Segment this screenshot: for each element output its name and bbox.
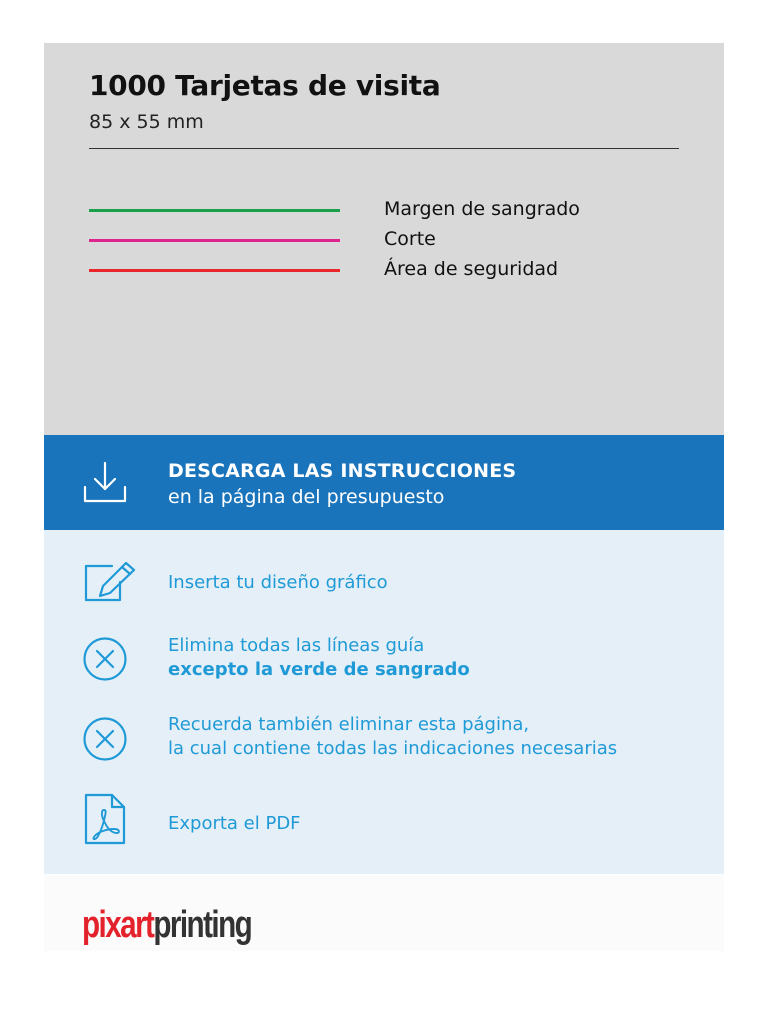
steps-list xyxy=(44,530,724,874)
remove-circle-icon xyxy=(82,636,128,686)
download-subtitle: en la página del presupuesto xyxy=(168,486,445,508)
legend-label: Área de seguridad xyxy=(384,258,559,280)
step-line: Elimina todas las líneas guía xyxy=(168,635,425,656)
instruction-sheet xyxy=(44,43,724,874)
step-line-emphasis: excepto la verde de sangrado xyxy=(168,659,470,680)
pixartprinting-logo xyxy=(82,905,251,945)
step-text xyxy=(168,713,617,761)
pdf-file-icon xyxy=(82,792,128,850)
download-title: DESCARGA LAS INSTRUCCIONES xyxy=(168,460,517,482)
step-line: Recuerda también eliminar esta página, xyxy=(168,714,530,735)
bleed-line-swatch xyxy=(89,209,340,212)
logo-part-pixart: pixart xyxy=(82,904,154,946)
legend-item-cut xyxy=(89,226,649,256)
step-line: Exporta el PDF xyxy=(168,813,301,834)
download-instructions-banner[interactable] xyxy=(44,435,724,530)
cut-line-swatch xyxy=(89,239,340,242)
brand-footer xyxy=(44,875,724,951)
legend-item-safe-area xyxy=(89,256,649,286)
title-divider xyxy=(89,148,679,149)
legend-label: Corte xyxy=(384,228,436,250)
remove-circle-icon xyxy=(82,716,128,766)
legend-item-bleed xyxy=(89,196,649,226)
legend-label: Margen de sangrado xyxy=(384,198,580,220)
step-text xyxy=(168,812,301,836)
step-line: la cual contiene todas las indicaciones necesarias xyxy=(168,738,618,759)
step-line: Inserta tu diseño gráfico xyxy=(168,572,388,593)
product-size: 85 x 55 mm xyxy=(89,111,204,133)
step-text xyxy=(168,634,470,682)
logo-part-printing: printing xyxy=(153,904,252,946)
safe-area-line-swatch xyxy=(89,269,340,272)
product-title: 1000 Tarjetas de visita xyxy=(89,69,441,102)
edit-icon xyxy=(82,560,136,608)
card-area xyxy=(44,43,724,435)
step-text xyxy=(168,571,388,595)
download-icon xyxy=(80,459,130,511)
